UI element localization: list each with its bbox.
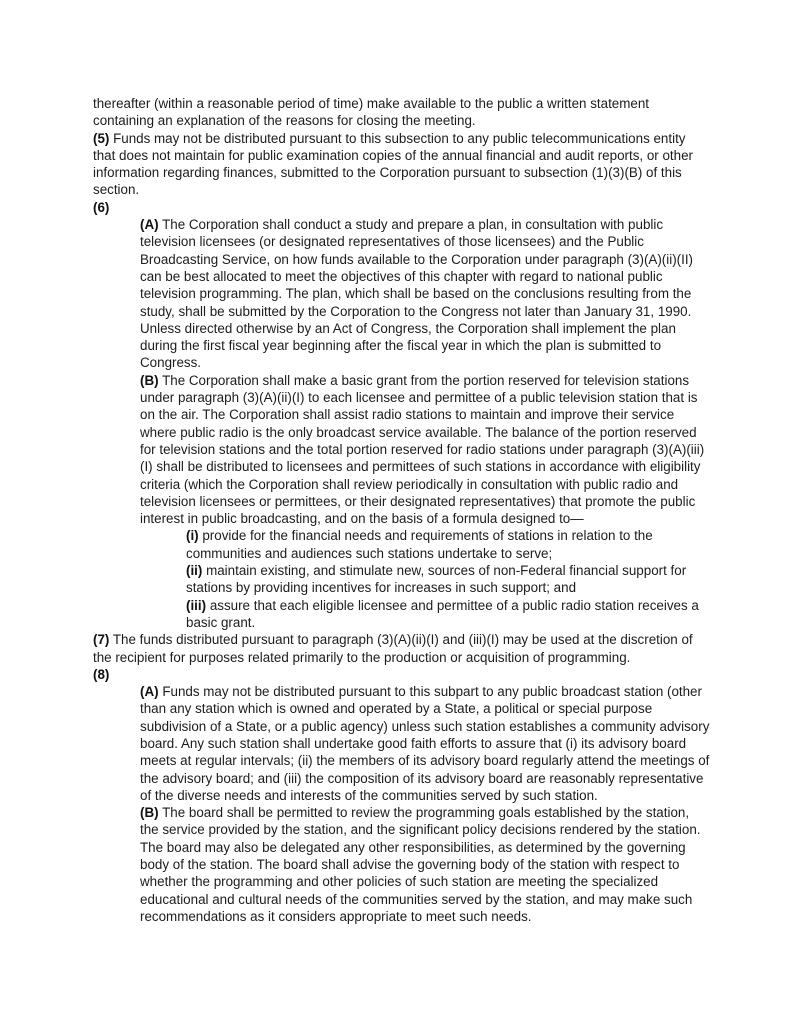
paragraph: (B) The Corporation shall make a basic grant from the portion reserved for television stations under paragraph (3)(A)(ii)(I) to each licensee and permittee of a public television station that is on the air. The Corporation shall assist radio stations to maintain and improve their service where public radio is the only broadcast service available. The balance of the portion reserved for television stations and the total portion reserved for radio stations under paragraph (3)(A)(iii)(I) shall be distributed to licensees and permittees of such stations in accordance with eligibility criteria (which the Corporation shall review periodically in consultation with public radio and television licensees or permittees, or their designated representatives) that promote the public interest in public broadcasting, and on the basis of a formula designed to— — [140, 372, 705, 527]
paragraph-label: (B) — [140, 372, 159, 388]
paragraph — [93, 199, 710, 216]
paragraph-label: (A) — [140, 217, 159, 233]
paragraph-label: (6) — [93, 199, 110, 215]
paragraph-label: (i) — [186, 528, 199, 544]
paragraph: thereafter (within a reasonable period of time) make available to the public a written statement containing an explanation of the reasons for closing the meeting. — [93, 96, 650, 129]
paragraph: (A) Funds may not be distributed pursuant to this subpart to any public broadcast station (other than any station which is owned and operated by a State, a political or special purpose subdivision of a State, or a public agency) unless such station establishes a community advisory board. Any such station shall undertake good faith efforts to assure that (i) its advisory board meets at regular intervals; (ii) the members of its advisory board regularly attend the meetings of the advisory board; and (iii) the composition of its advisory board are reasonably representative of the diverse needs and interests of the communities served by such station. — [140, 684, 710, 803]
paragraph-label: (8) — [93, 666, 110, 682]
document-body — [93, 95, 710, 925]
paragraph: (5) Funds may not be distributed pursuant to this subsection to any public telecommunications entity that does not maintain for public examination copies of the annual financial and audit reports, or other information regarding finances, submitted to the Corporation pursuant to subsection (1)(3)(B) of this section. — [93, 130, 693, 198]
paragraph-label: (A) — [140, 684, 159, 700]
paragraph-label: (B) — [140, 805, 159, 821]
paragraph: (B) The board shall be permitted to review the programming goals established by the station, the service provided by the station, and the significant policy decisions rendered by the station. The board may also be delegated any other responsibilities, as determined by the governing body of the station. The board shall advise the governing body of the station with respect to whether the programming and other policies of such station are meeting the specialized educational and cultural needs of the communities served by the station, and may make such recommendations as it considers appropriate to meet such needs. — [140, 805, 701, 924]
paragraph: (i) provide for the financial needs and requirements of stations in relation to the communities and audiences such stations undertake to serve; — [186, 528, 653, 561]
paragraph-label: (5) — [93, 130, 110, 146]
paragraph: (A) The Corporation shall conduct a study and prepare a plan, in consultation with public television licensees (or designated representatives of those licensees) and the Public Broadcasting Service, on how funds available to the Corporation under paragraph (3)(A)(ii)(II) can be best allocated to meet the objectives of this chapter with regard to national public television programming. The plan, which shall be based on the conclusions resulting from the study, shall be submitted by the Corporation to the Congress not later than January 31, 1990. Unless directed otherwise by an Act of Congress, the Corporation shall implement the plan during the first fiscal year beginning after the fiscal year in which the plan is submitted to Congress. — [140, 217, 694, 371]
paragraph — [93, 666, 710, 683]
paragraph: (ii) maintain existing, and stimulate new, sources of non-Federal financial support for stations by providing incentives for increases in such support; and — [186, 563, 687, 596]
paragraph-label: (iii) — [186, 597, 207, 613]
paragraph: (iii) assure that each eligible licensee and permittee of a public radio station receives a basic grant. — [186, 597, 699, 630]
paragraph-label: (7) — [93, 632, 110, 648]
paragraph: (7) The funds distributed pursuant to paragraph (3)(A)(ii)(I) and (iii)(I) may be used at the discretion of the recipient for purposes related primarily to the production or acquisition of programming. — [93, 632, 693, 665]
paragraph-label: (ii) — [186, 563, 203, 579]
